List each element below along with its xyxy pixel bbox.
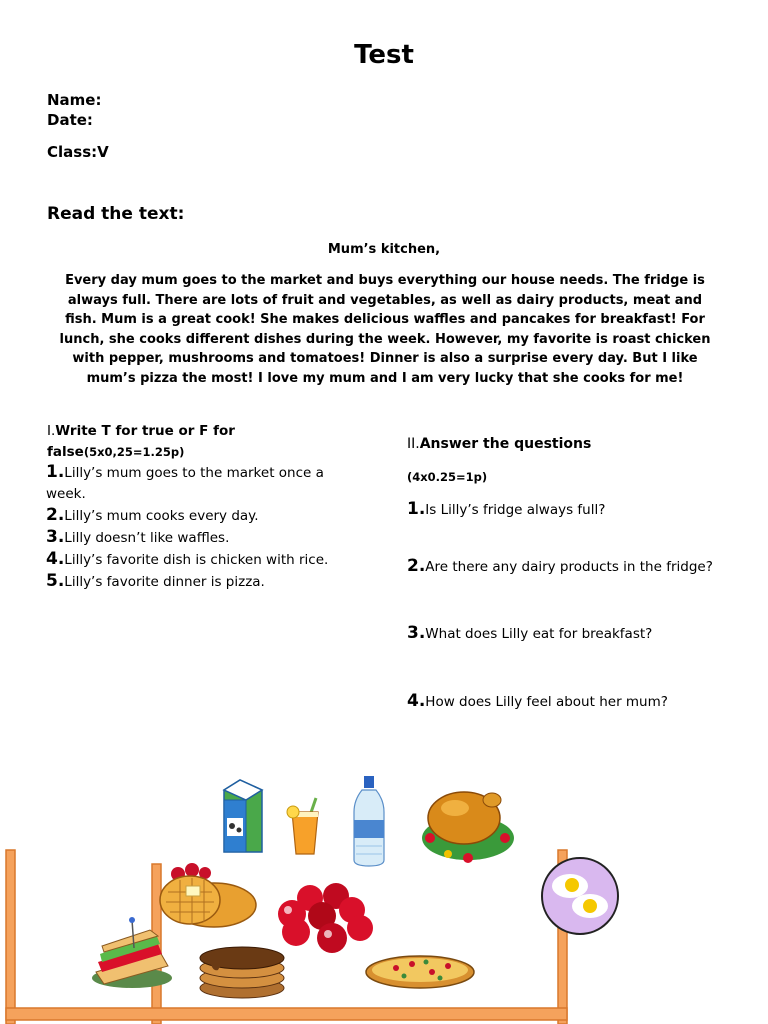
juice-glass-icon — [287, 798, 318, 854]
reading-passage: Every day mum goes to the market and buys everything our house needs. The fridge is always full. There are lots of fruit and vegetables, as well as dairy products, meat and fish. Mum is a great cook! She makes delicious waffles and pancakes for breakfast! For lunch, she cooks different dishes during the week. However, my favorite is roast chicken with pepper, mushrooms and tomatoes! Dinner is also a surprise every day. But I like mum’s pizza the most! I love my mum and I am very lucky that she cooks for me! — [59, 273, 711, 386]
reading-instruction: Read the text: — [47, 204, 185, 224]
fried-eggs-icon — [542, 858, 618, 934]
name-label: Name: — [47, 91, 102, 109]
list-item: 5.Lilly’s favorite dinner is pizza. — [46, 571, 265, 591]
list-item: 2.Lilly’s mum cooks every day. — [46, 505, 259, 525]
milk-carton-icon — [224, 780, 262, 852]
page-title: Test — [354, 40, 414, 70]
list-item: 4.Lilly’s favorite dish is chicken with rice. — [46, 549, 329, 569]
section2-points: (4x0.25=1p) — [407, 470, 488, 484]
apples-icon — [278, 883, 373, 953]
pizza-icon — [366, 956, 474, 988]
section2-instruction: Answer the questions — [419, 436, 592, 452]
list-item: 3.Lilly doesn’t like waffles. — [46, 527, 230, 547]
section1-instruction: Write T for true or F for false — [47, 423, 235, 460]
water-bottle-icon — [354, 776, 384, 866]
date-label: Date: — [47, 111, 93, 129]
question-item: 4.How does Lilly feel about her mum? — [407, 691, 668, 711]
pancakes-icon — [200, 947, 284, 998]
question-item: 1.Is Lilly’s fridge always full? — [407, 499, 606, 519]
waffles-icon — [160, 863, 256, 927]
list-item: 1.Lilly’s mum goes to the market once a week. — [46, 462, 324, 502]
section1-points: (5x0,25=1.25p) — [83, 445, 185, 459]
question-item: 3.What does Lilly eat for breakfast? — [407, 623, 653, 643]
question-item: 2.Are there any dairy products in the fridge? — [407, 556, 713, 576]
passage-title: Mum’s kitchen, — [327, 242, 441, 257]
section2-number: II. — [407, 436, 420, 452]
roast-chicken-icon — [422, 792, 514, 863]
section1-number: I. — [47, 423, 56, 439]
class-label: Class:V — [47, 143, 109, 161]
